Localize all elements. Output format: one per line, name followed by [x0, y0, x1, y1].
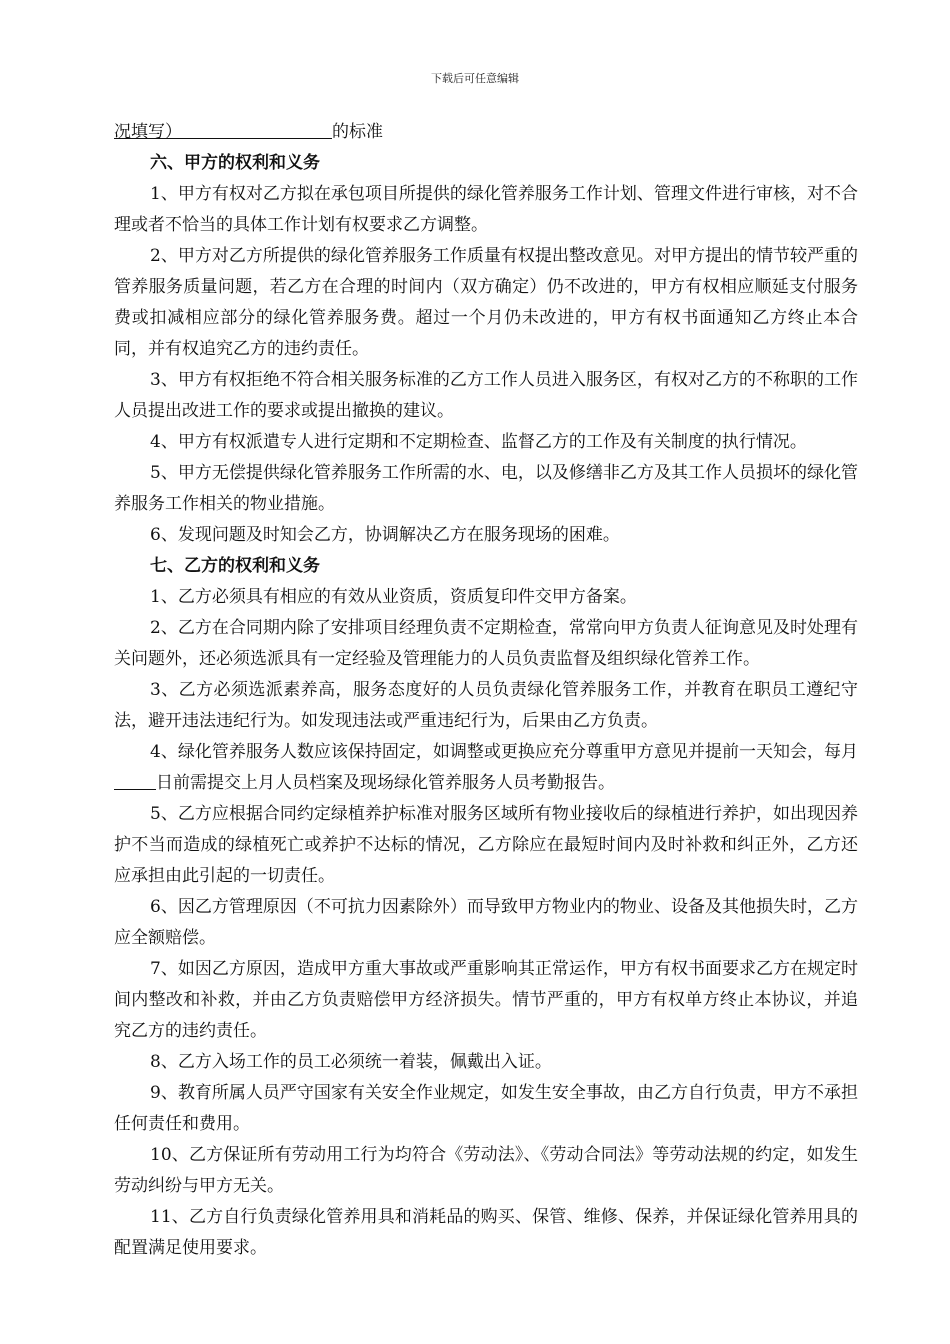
section-6-item-6: 6、发现问题及时知会乙方，协调解决乙方在服务现场的困难。 [150, 525, 620, 545]
item-4-suffix: 日前需提交上月人员档案及现场绿化管养服务人员考勤报告。 [156, 773, 615, 793]
section-7-item-8: 8、乙方入场工作的员工必须统一着装，佩戴出入证。 [150, 1052, 552, 1072]
section-7-item-11: 11、乙方自行负责绿化管养用具和消耗品的购买、保管、维修、保养，并保证绿化管养用具的配置满足使用要求。 [114, 1207, 858, 1258]
section-6-item-4: 4、甲方有权派遣专人进行定期和不定期检查、监督乙方的工作及有关制度的执行情况。 [150, 432, 807, 452]
section-7-item-7: 7、如因乙方原因，造成甲方重大事故或严重影响其正常运作，甲方有权书面要求乙方在规定时间内整改和补救，并由乙方负责赔偿甲方经济损失。情节严重的，甲方有权单方终止本协议，并追究乙方的违约责任。 [114, 959, 858, 1041]
section-7-item-5: 5、乙方应根据合同约定绿植养护标准对服务区域所有物业接收后的绿植进行养护，如出现因养护不当而造成的绿植死亡或养护不达标的情况，乙方除应在最短时间内及时补救和纠正外，乙方还应承担由此引起的一切责任。 [114, 804, 858, 886]
section-7-item-6: 6、因乙方管理原因（不可抗力因素除外）而导致甲方物业内的物业、设备及其他损失时，乙方应全额赔偿。 [114, 897, 858, 948]
section-6-title: 六、甲方的权利和义务 [150, 153, 320, 173]
continuation-suffix: 的标准 [332, 122, 383, 142]
section-7-item-4 [114, 737, 858, 799]
section-7-item-2: 2、乙方在合同期内除了安排项目经理负责不定期检查，常常向甲方负责人征询意见及时处理有关问题外，还必须选派具有一定经验及管理能力的人员负责监督及组织绿化管养工作。 [114, 618, 858, 669]
section-7-item-9: 9、教育所属人员严守国家有关安全作业规定，如发生安全事故，由乙方自行负责，甲方不承担任何责任和费用。 [114, 1083, 858, 1134]
day-fill-in-blank [114, 769, 156, 790]
section-6-item-2: 2、甲方对乙方所提供的绿化管养服务工作质量有权提出整改意见。对甲方提出的情节较严重的管养服务质量问题，若乙方在合理的时间内（双方确定）仍不改进的，甲方有权相应顺延支付服务费或扣减相应部分的绿化管养服务费。超过一个月仍未改进的，甲方有权书面通知乙方终止本合同，并有权追究乙方的违约责任。 [114, 246, 858, 359]
document-body [114, 117, 858, 1264]
section-7-item-10: 10、乙方保证所有劳动用工行为均符合《劳动法》、《劳动合同法》等劳动法规的约定，如发生劳动纠纷与甲方无关。 [114, 1145, 858, 1196]
page-header-note: 下载后可任意编辑 [431, 72, 519, 85]
item-4-prefix: 4、绿化管养服务人数应该保持固定，如调整或更换应充分尊重甲方意见并提前一天知会，每月 [150, 742, 858, 762]
section-6-item-5: 5、甲方无偿提供绿化管养服务工作所需的水、电，以及修缮非乙方及其工作人员损坏的绿化管养服务工作相关的物业措施。 [114, 463, 858, 514]
continuation-line [114, 117, 858, 148]
fill-in-blank [182, 118, 332, 139]
continuation-prefix: 况填写） [114, 122, 182, 142]
section-7-title: 七、乙方的权利和义务 [150, 556, 320, 576]
section-7-item-3: 3、乙方必须选派素养高，服务态度好的人员负责绿化管养服务工作，并教育在职员工遵纪守法，避开违法违纪行为。如发现违法或严重违纪行为，后果由乙方负责。 [114, 680, 858, 731]
section-6-item-3: 3、甲方有权拒绝不符合相关服务标准的乙方工作人员进入服务区，有权对乙方的不称职的工作人员提出改进工作的要求或提出撤换的建议。 [114, 370, 858, 421]
section-7-item-1: 1、乙方必须具有相应的有效从业资质，资质复印件交甲方备案。 [150, 587, 637, 607]
section-6-item-1: 1、甲方有权对乙方拟在承包项目所提供的绿化管养服务工作计划、管理文件进行审核，对不合理或者不恰当的具体工作计划有权要求乙方调整。 [114, 184, 858, 235]
